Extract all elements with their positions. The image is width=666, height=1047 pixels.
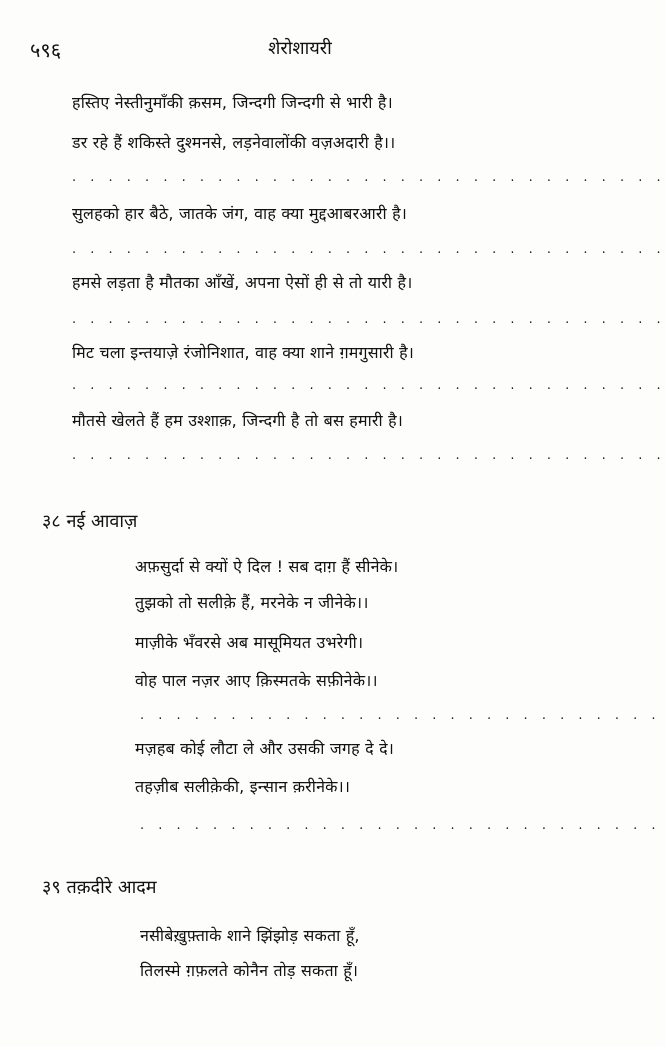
- dotted-separator: . . . . . . . . . . . . . . . . . . . . . . . . . . . . . . . . .: [72, 448, 666, 463]
- section-title: ३९ तक़दीरे आदम: [42, 877, 157, 898]
- verse-line: डर रहे हैं शकिस्ते दुश्मनसे, लड़नेवालोंकी वज़अदारी है।।: [72, 133, 396, 152]
- verse-line: तहज़ीब सलीक़ेकी, इन्सान क़रीनेके।।: [135, 777, 351, 796]
- verse-line: तिलस्मे ग़फ़लते कोनैन तोड़ सकता हूँ।: [140, 961, 359, 980]
- page-header: [30, 36, 570, 66]
- verse-line: मिट चला इन्तयाज़े रंजोनिशात, वाह क्या शाने ग़मगुसारी है।: [72, 343, 415, 362]
- page-number: ५९६: [30, 38, 62, 62]
- verse-line: हस्तिए नेस्तीनुमाँकी क़सम, जिन्दगी जिन्दगी से भारी है।: [72, 93, 393, 112]
- running-title: शेरोशायरी: [268, 38, 332, 59]
- verse-line: माज़ीके भँवरसे अब मासूमियत उभरेगी।: [135, 633, 364, 652]
- dotted-separator: . . . . . . . . . . . . . . . . . . . . . . . . . . . . .: [140, 708, 661, 723]
- section-title: ३८ नई आवाज़: [42, 511, 138, 532]
- verse-line: तुझको तो सलीक़े हैं, मरनेके न जीनेके।।: [135, 593, 369, 612]
- verse-line: मौतसे खेलते हैं हम उश्शाक़, जिन्दगी है तो बस हमारी है।: [72, 411, 404, 430]
- dotted-separator: . . . . . . . . . . . . . . . . . . . . . . . . . . . . . . . . .: [72, 312, 666, 327]
- verse-line: नसीबेख़ुफ़्ताके शाने झिंझोड़ सकता हूँ,: [140, 926, 360, 945]
- dotted-separator: . . . . . . . . . . . . . . . . . . . . . . . . . . . . .: [140, 818, 661, 833]
- verse-line: मज़हब कोई लौटा ले और उसकी जगह दे दे।: [135, 739, 395, 758]
- verse-line: अफ़सुर्दा से क्यों ऐ दिल ! सब दाग़ हैं सीनेके।: [135, 557, 399, 576]
- dotted-separator: . . . . . . . . . . . . . . . . . . . . . . . . . . . . . . . . .: [72, 170, 666, 185]
- verse-line: वोह पाल नज़र आए क़िस्मतके सफ़ीनेके।।: [135, 671, 378, 690]
- verse-line: हमसे लड़ता है मौतका आँखें, अपना ऐसों ही से तो यारी है।: [72, 273, 413, 292]
- dotted-separator: . . . . . . . . . . . . . . . . . . . . . . . . . . . . . . . . .: [72, 378, 666, 393]
- verse-line: सुलहको हार बैठे, जातके जंग, वाह क्या मुद्दआबरआरी है।: [72, 204, 408, 223]
- dotted-separator: . . . . . . . . . . . . . . . . . . . . . . . . . . . . . . . . .: [72, 242, 666, 257]
